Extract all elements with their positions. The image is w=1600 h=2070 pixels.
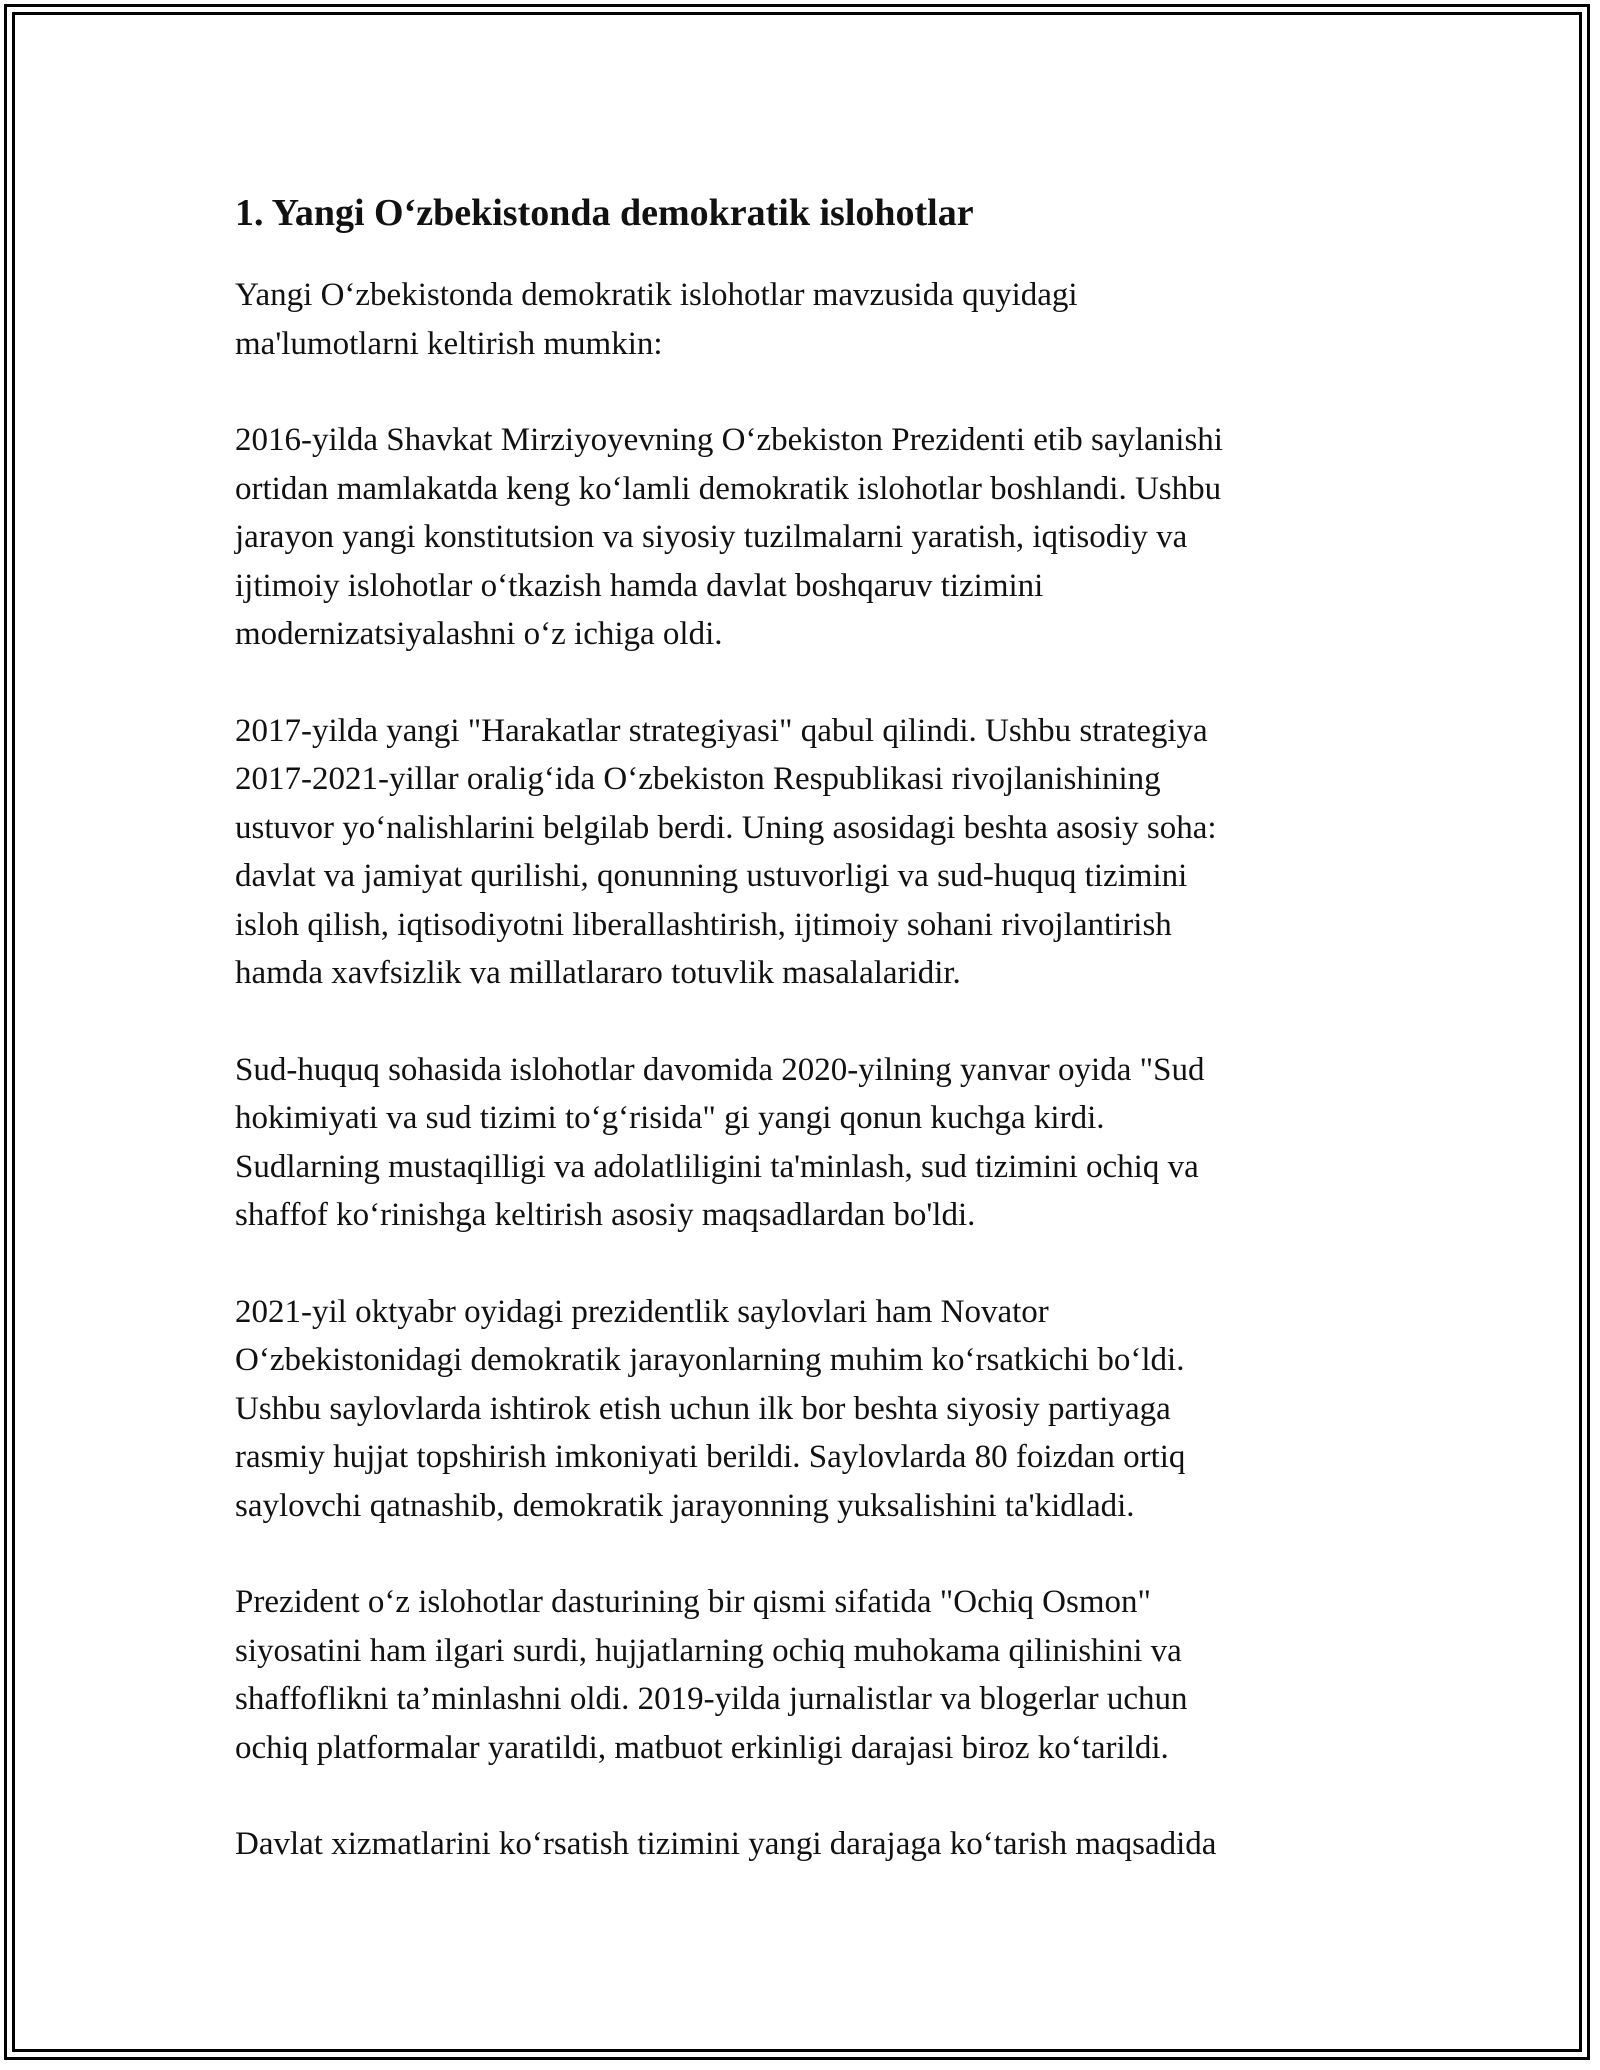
paragraph-action-strategy: 2017-yilda yangi "Harakatlar strategiyasi" qabul qilindi. Ushbu strategiya 2017-2021-yillar oralig‘ida O‘zbekiston Respublikasi rivojlanishining ustuvor yo‘nalishlarini belgilab berdi. Uning asosidagi beshta asosiy soha: davlat va jamiyat qurilishi, qonunning ustuvorligi va sud-huquq tizimini isloh qilish, iqtisodiyotni liberallashtirish, ijtimoiy sohani rivojlantirish hamda xavfsizlik va millatlararo totuvlik masalalaridir. xyxy=(235,712,1217,991)
paragraph-intro: Yangi O‘zbekistonda demokratik islohotlar mavzusida quyidagi ma'lumotlarni keltirish mumkin: xyxy=(235,277,1078,362)
paragraph-2021-elections: 2021-yil oktyabr oyidagi prezidentlik saylovlari ham Novator O‘zbekistonidagi demokratik jarayonlarning muhim ko‘rsatkichi bo‘ldi. Ushbu saylovlarda ishtirok etish uchun ilk bor beshta siyosiy partiyaga rasmiy hujjat topshirish imkoniyati berildi. Saylovlarda 80 foizdan ortiq saylovchi qatnashib, demokratik jarayonning yuksalishini ta'kidladi. xyxy=(235,1293,1186,1524)
paragraph-2016-reforms: 2016-yilda Shavkat Mirziyoyevning O‘zbekiston Prezidenti etib saylanishi ortidan mamlakatda keng ko‘lamli demokratik islohotlar boshlandi. Ushbu jarayon yangi konstitutsion va siyosiy tuzilmalarni yaratish, iqtisodiy va ijtimoiy islohotlar o‘tkazish hamda davlat boshqaruv tizimini modernizatsiyalashni o‘z ichiga oldi. xyxy=(235,422,1223,652)
document-body xyxy=(235,188,1365,1917)
paragraph-judicial-reform: Sud-huquq sohasida islohotlar davomida 2020-yilning yanvar oyida "Sud hokimiyati va sud tizimi to‘g‘risida" gi yangi qonun kuchga kirdi. Sudlarning mustaqilligi va adolatliligini ta'minlash, sud tizimini ochiq va shaffof ko‘rinishga keltirish asosiy maqsadlardan bo'ldi. xyxy=(235,1051,1205,1233)
section-heading: 1. Yangi O‘zbekistonda demokratik islohotlar xyxy=(235,192,974,234)
paragraph-public-services: Davlat xizmatlarini ko‘rsatish tizimini yangi darajaga ko‘tarish maqsadida xyxy=(235,1826,1217,1862)
paragraph-open-sky-policy: Prezident o‘z islohotlar dasturining bir qismi sifatida "Ochiq Osmon" siyosatini ham ilgari surdi, hujjatlarning ochiq muhokama qilinishini va shaffoflikni ta’minlashni oldi. 2019-yilda jurnalistlar va blogerlar uchun ochiq platformalar yaratildi, matbuot erkinligi darajasi biroz ko‘tarildi. xyxy=(235,1584,1188,1766)
